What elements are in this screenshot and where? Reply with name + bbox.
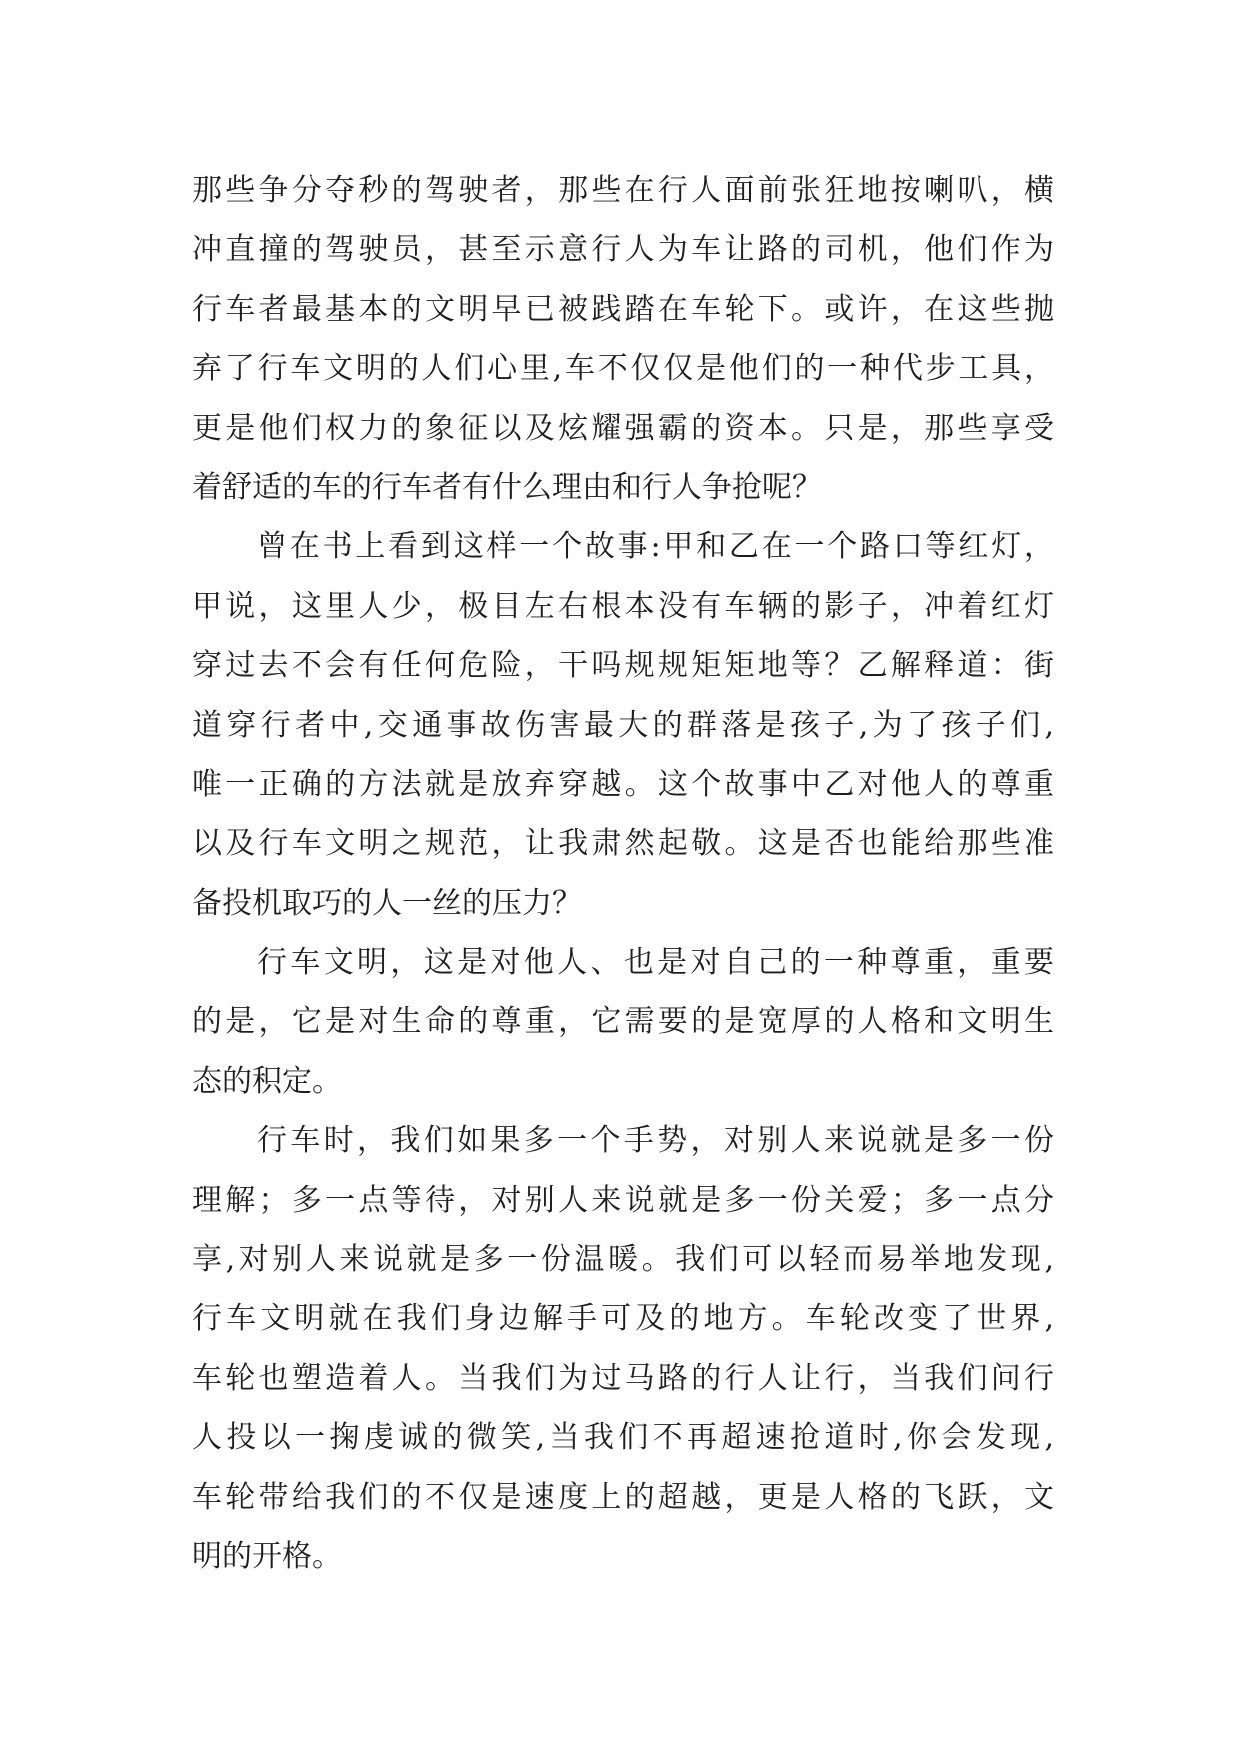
text-line: 更是他们权力的象征以及炫耀强霸的资本。只是，那些享受 xyxy=(192,410,1054,446)
text-line: 人投以一掬虔诚的微笑,当我们不再超速抢道时,你会发现, xyxy=(192,1420,1054,1456)
text-line: 享,对别人来说就是多一份温暖。我们可以轻而易举地发现, xyxy=(192,1242,1054,1278)
text-line: 冲直撞的驾驶员，甚至示意行人为车让路的司机，他们作为 xyxy=(192,232,1054,268)
text-line: 行车文明，这是对他人、也是对自己的一种尊重，重要 xyxy=(257,945,1054,981)
text-line: 穿过去不会有任何危险，干吗规规矩矩地等？乙解释道：街 xyxy=(192,648,1054,684)
text-line: 的是，它是对生命的尊重，它需要的是宽厚的人格和文明生 xyxy=(192,1004,1054,1040)
text-line: 理解；多一点等待，对别人来说就是多一份关爱；多一点分 xyxy=(192,1182,1054,1218)
text-line: 那些争分夺秒的驾驶者，那些在行人面前张狂地按喇叭，横 xyxy=(192,173,1054,208)
text-line: 道穿行者中,交通事故伤害最大的群落是孩子,为了孩子们, xyxy=(192,707,1054,743)
text-line: 态的积定。 xyxy=(192,1063,342,1099)
text-line: 行车者最基本的文明早已被践踏在车轮下。或许，在这些抛 xyxy=(192,291,1054,327)
body-text xyxy=(192,161,1054,1586)
text-line: 行车时，我们如果多一个手势，对别人来说就是多一份 xyxy=(257,1123,1054,1159)
text-line: 备投机取巧的人一丝的压力？ xyxy=(192,885,582,921)
text-line: 着舒适的车的行车者有什么理由和行人争抢呢？ xyxy=(192,469,822,505)
text-line: 车轮也塑造着人。当我们为过马路的行人让行，当我们问行 xyxy=(192,1360,1054,1396)
text-line: 甲说，这里人少，极目左右根本没有车辆的影子，冲着红灯 xyxy=(192,588,1054,624)
text-line: 以及行车文明之规范，让我肃然起敬。这是否也能给那些准 xyxy=(192,826,1054,862)
text-line: 明的开格。 xyxy=(192,1538,342,1574)
text-line: 车轮带给我们的不仅是速度上的超越，更是人格的飞跃，文 xyxy=(192,1479,1054,1515)
text-line: 唯一正确的方法就是放弃穿越。这个故事中乙对他人的尊重 xyxy=(192,766,1054,802)
text-line: 行车文明就在我们身边解手可及的地方。车轮改变了世界, xyxy=(192,1301,1054,1337)
text-line: 弃了行车文明的人们心里,车不仅仅是他们的一种代步工具， xyxy=(192,351,1054,387)
text-line: 曾在书上看到这样一个故事:甲和乙在一个路口等红灯， xyxy=(257,529,1054,565)
